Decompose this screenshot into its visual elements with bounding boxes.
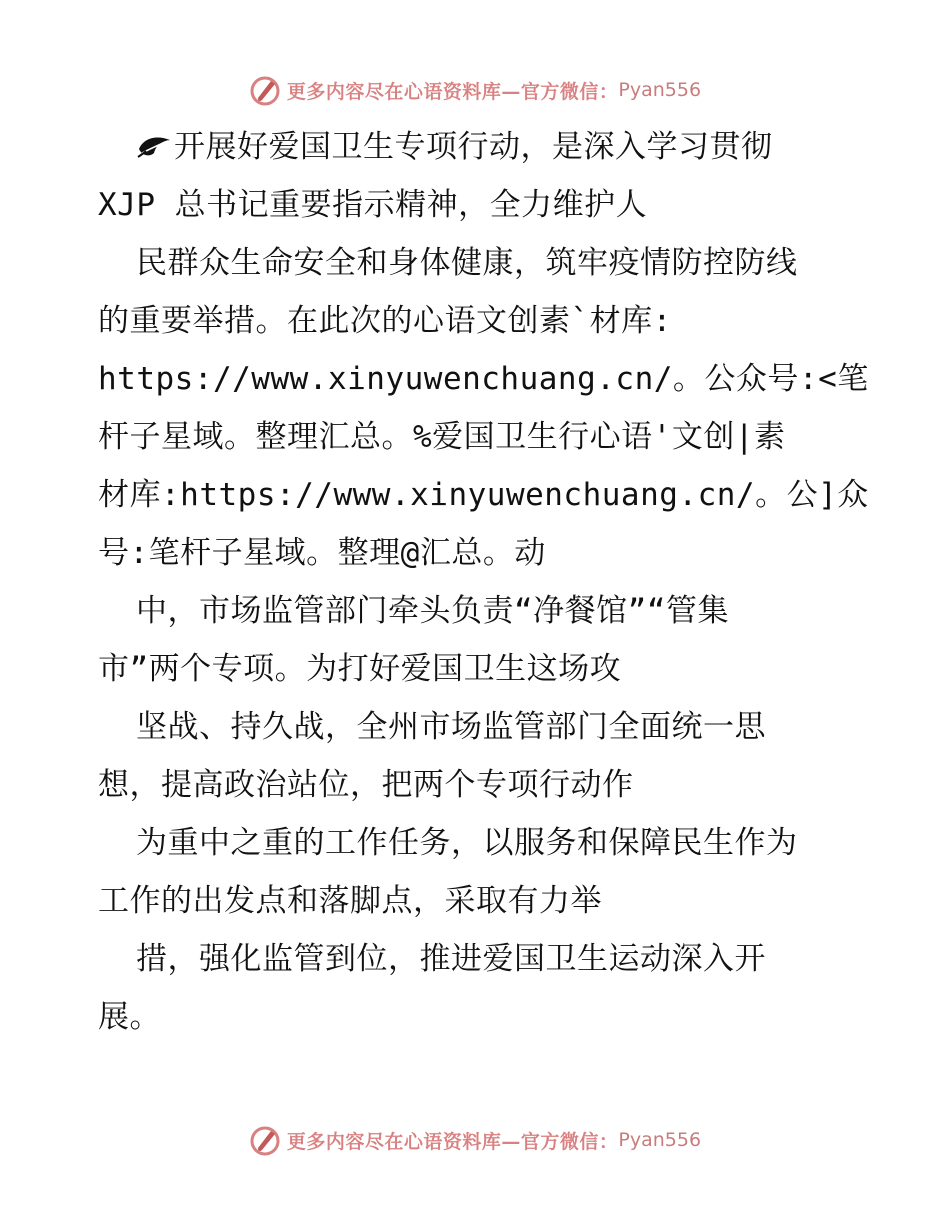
document-body: [98, 118, 869, 1046]
footer-banner-text: 更多内容尽在心语资料库—官方微信：: [286, 1130, 619, 1153]
body-line: 为重中之重的工作任务，以服务和保障民生作为: [136, 825, 798, 861]
header-banner: [0, 70, 950, 110]
body-line: 中，市场监管部门牵头负责“净餐馆”“管集: [136, 593, 729, 629]
body-line: 的重要举措。在此次的心语文创素`材库:: [98, 303, 672, 339]
body-line: https://www.xinyuwenchuang.cn/。公众号:<笔: [98, 361, 869, 397]
brush-logo-icon: [249, 74, 281, 106]
body-line: 想，提高政治站位，把两个专项行动作: [98, 767, 634, 803]
body-line: 措，强化监管到位，推进爱国卫生运动深入开: [136, 941, 766, 977]
footer-banner: [0, 1120, 950, 1160]
body-line: 市”两个专项。为打好爱国卫生这场攻: [98, 651, 622, 687]
body-line: 民群众生命安全和身体健康，筑牢疫情防控防线: [136, 245, 798, 281]
body-line: XJP 总书记重要指示精神，全力维护人: [98, 187, 648, 223]
body-line-text: 开展好爱国卫生专项行动，是深入学习贯彻: [174, 129, 773, 165]
body-line: 杆子星域。整理汇总。%爱国卫生行心语'文创|素: [98, 419, 786, 455]
body-line: 材库:https://www.xinyuwenchuang.cn/。公]众: [98, 477, 869, 513]
header-banner-text: 更多内容尽在心语资料库—官方微信：: [286, 80, 619, 103]
body-line: 工作的出发点和落脚点，采取有力举: [98, 883, 602, 919]
footer-wechat-id: Pyan556: [618, 1129, 702, 1151]
body-line: 号:笔杆子星域。整理@汇总。动: [98, 535, 546, 571]
header-wechat-id: Pyan556: [618, 79, 702, 101]
brush-logo-icon: [249, 1124, 281, 1156]
leaf-bullet-icon: [136, 131, 174, 161]
body-line: 展。: [98, 999, 161, 1035]
body-line: 坚战、持久战，全州市场监管部门全面统一思: [136, 709, 766, 745]
body-line: [98, 118, 858, 176]
